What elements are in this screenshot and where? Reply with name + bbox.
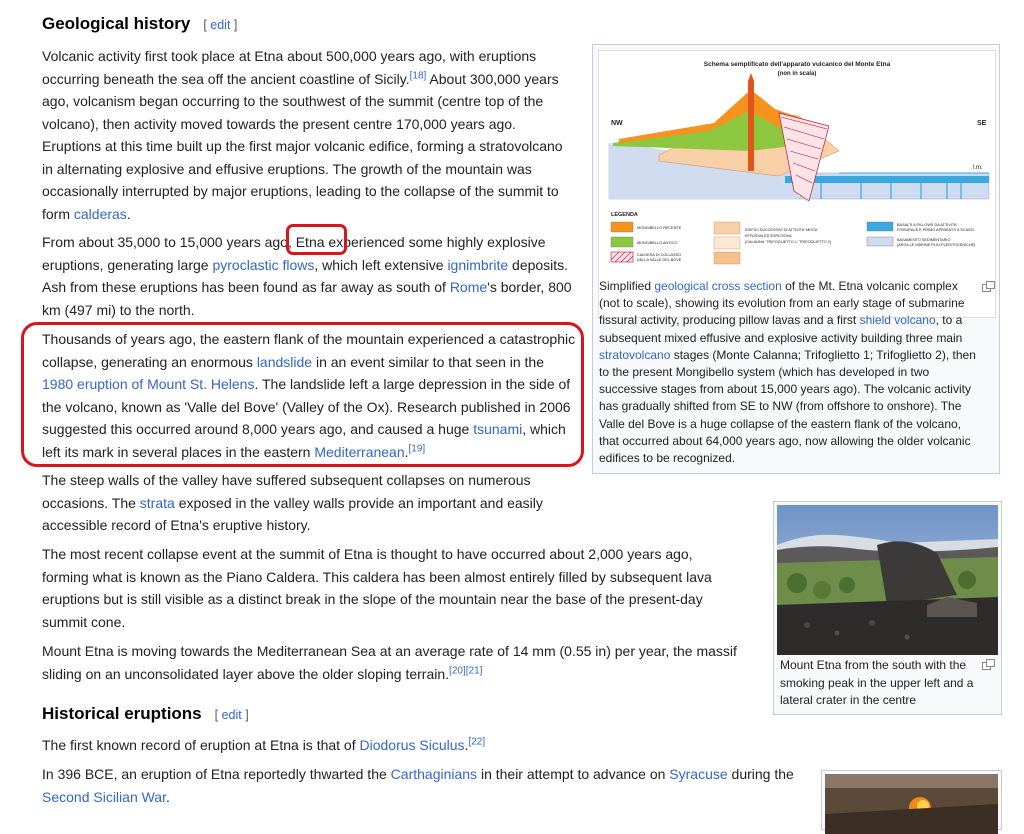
link-mount-st-helens[interactable]: 1980 eruption of Mount St. Helens [42, 376, 255, 392]
link-shield-volcano[interactable]: shield volcano [859, 313, 936, 328]
paragraph-volcanic-origins: Volcanic activity first took place at Etna about 500,000 years ago, with eruptions occurring beneath the sea off the ancient coastline of Sicily.[18] About 300,000 years ago, volcanism began occurring to the southwest of the summit (centre top of the volcano), then activity moved towards the present centre 170,000 years ago. Eruptions at this time built up the first major volcanic edifice, forming a stratovolcano in alternating explosive and effusive eruptions. The growth of the mountain was occasionally interrupted by major eruptions, leading to the collapse of the summit to form calderas. [42, 48, 563, 222]
section-title: Geological history [42, 14, 191, 33]
paragraph-sliding-massif: Mount Etna is moving towards the Mediterranean Sea at an average rate of 14 mm (0.55 in) per year, the massif sliding on an unconsolidated layer above the older sloping terrain.[20][21] [42, 643, 737, 682]
enlarge-icon[interactable] [982, 281, 994, 291]
label-nw: NW [611, 120, 623, 127]
link-tsunami[interactable]: tsunami [473, 421, 523, 437]
figure-eruption-photo [821, 770, 1002, 830]
svg-text:FISSURALE E PRIMO APPARATO A S: FISSURALE E PRIMO APPARATO A SCUDO [897, 228, 975, 232]
link-landslide[interactable]: landslide [256, 353, 313, 370]
diagram-subtitle: (non in scala) [777, 71, 817, 77]
link-stratovolcano[interactable]: stratovolcano [599, 347, 671, 362]
link-geological-cross-section[interactable]: geological cross section [654, 279, 782, 293]
svg-text:CALDERA DI COLLASSO: CALDERA DI COLLASSO [637, 253, 682, 257]
link-syracuse[interactable]: Syracuse [669, 766, 728, 782]
svg-text:MONGIBELLO RECENTE: MONGIBELLO RECENTE [637, 226, 682, 230]
svg-text:BASAMENTO SEDIMENTARIO: BASAMENTO SEDIMENTARIO [897, 238, 951, 242]
eruption-photo[interactable] [825, 774, 998, 834]
svg-text:EDIFICI SUCCESSIVI DI ATTIVITA: EDIFICI SUCCESSIVI DI ATTIVITA' MISTA [745, 228, 818, 232]
citation-ref-18[interactable]: [18] [409, 69, 427, 81]
figure-caption: Mount Etna from the south with the smoking peak in the upper left and a lateral crater in the centre [780, 658, 974, 707]
figure-geological-cross-section [592, 44, 1000, 474]
citation-ref-22[interactable]: [22] [468, 736, 486, 748]
link-diodorus-siculus[interactable]: Diodorus Siculus [359, 737, 465, 753]
link-second-sicilian-war[interactable]: Second Sicilian War [42, 788, 166, 805]
edit-section-link-wrapper: [ edit ] [214, 708, 249, 722]
link-mediterranean[interactable]: Mediterranean [314, 443, 405, 460]
legend-title: LEGENDA [611, 212, 638, 218]
svg-text:(CALANNA, TRIFOGLIETTO 1, TRIF: (CALANNA, TRIFOGLIETTO 1, TRIFOGLIETTO 2) [745, 240, 832, 244]
section-title: Historical eruptions [42, 704, 202, 723]
label-se: SE [977, 120, 987, 127]
link-calderas[interactable]: calderas [73, 205, 127, 222]
link-strata[interactable]: strata [139, 494, 175, 511]
link-carthaginians[interactable]: Carthaginians [390, 766, 478, 782]
highlight-box-flank-collapse [21, 322, 584, 467]
paragraph-explosive-eruptions: From about 35,000 to 15,000 years ago, Etna experienced some highly explosive eruptions, generating large pyroclastic flows, which left extensive ignimbrite deposits. Ash from these eruptions has been found as far away as south of Rome's border, 800 km (497 mi) to the north. [42, 234, 572, 318]
section-heading-historical-eruptions [42, 704, 249, 724]
label-sea-level: l.m. [973, 165, 983, 171]
volcanic-conduit [748, 73, 754, 171]
figure-caption: Simplified geological cross section of the Mt. Etna volcanic complex (not to scale), showing its evolution from an early stage of submarine fissural activity, producing pillow lavas and a first shield volcano, to a subsequent mixed effusive and explosive activity building three main stratovolcano stages (Monte Calanna; Trifoglietto 1; Trifoglietto 2), then to the present Mongibello system (which has developed in two successive stages from about 15,000 years ago). The volcanic activity has gradually shifted from SE to NW (from offshore to onshore). The Valle del Bove is a huge collapse of the eastern flank of the volcano, that occurred about 64,000 years ago, now allowing the older volcanic edifices to be recognized. [599, 279, 976, 466]
mount-etna-photo[interactable] [777, 505, 998, 655]
svg-text:MONGIBELLO ANTICO: MONGIBELLO ANTICO [637, 241, 678, 245]
citation-ref-20[interactable]: [20] [449, 664, 466, 676]
link-ignimbrite[interactable]: ignimbrite [447, 256, 509, 273]
paragraph-valley-walls: The steep walls of the valley have suffered subsequent collapses on numerous occasions. The strata exposed in the valley walls provide an important and easily accessible record of Etna's eruptive history. [42, 472, 543, 533]
svg-text:DELLA VALLE DEL BOVE: DELLA VALLE DEL BOVE [637, 258, 682, 262]
link-rome[interactable]: Rome [449, 279, 488, 295]
paragraph-flank-collapse: Thousands of years ago, the eastern flank of the mountain experienced a catastrophic collapse, generating an enormous landslide in an event similar to that seen in the 1980 eruption of Mount St. Helens. The landslide left a large depression in the side of the volcano, known as 'Valle del Bove' (Valley of the Ox). Research published in 2006 suggested this occurred around 8,000 years ago, and caused a huge tsunami, which left its mark in several places in the eastern Mediterranean.[19] [42, 331, 576, 460]
svg-text:EFFUSIVA ED ESPLOSIVA: EFFUSIVA ED ESPLOSIVA [745, 234, 792, 238]
paragraph-396-bce: In 396 BCE, an eruption of Etna reportedly thwarted the Carthaginians in their attempt to advance on Syracuse during the Second Sicilian War. [42, 766, 794, 805]
svg-text:(ARGILLE MARINE PLIO-PLEISTOCE: (ARGILLE MARINE PLIO-PLEISTOCENICHE) [897, 243, 976, 247]
citation-ref-19[interactable]: [19] [408, 442, 426, 454]
citation-ref-21[interactable]: [21] [465, 664, 483, 676]
paragraph-piano-caldera: The most recent collapse event at the summit of Etna is thought to have occurred about 2,000 years ago, forming what is known as the Piano Caldera. This caldera has been almost entirely filled by subsequent lava eruptions but is still visible as a distinct break in the slope of the mountain near the base of the present-day summit cone. [42, 546, 712, 630]
edit-section-link[interactable]: edit [210, 18, 231, 32]
edit-section-link[interactable]: edit [221, 708, 242, 722]
link-pyroclastic-flows[interactable]: pyroclastic flows [212, 256, 315, 273]
section-heading-geological-history [42, 14, 237, 34]
highlight-box-etna [286, 224, 347, 255]
diagram-title: Schema semplificato dell'apparato vulcanico del Monte Etna [703, 61, 891, 68]
edit-section-link-wrapper: [ edit ] [203, 18, 238, 32]
enlarge-icon[interactable] [982, 659, 994, 669]
figure-mount-etna-photo [773, 501, 1002, 715]
paragraph-diodorus: The first known record of eruption at Etna is that of Diodorus Siculus.[22] [42, 736, 486, 753]
svg-text:BASALTI A PILLOWS DA ATTIVITA': BASALTI A PILLOWS DA ATTIVITA' [897, 223, 958, 227]
